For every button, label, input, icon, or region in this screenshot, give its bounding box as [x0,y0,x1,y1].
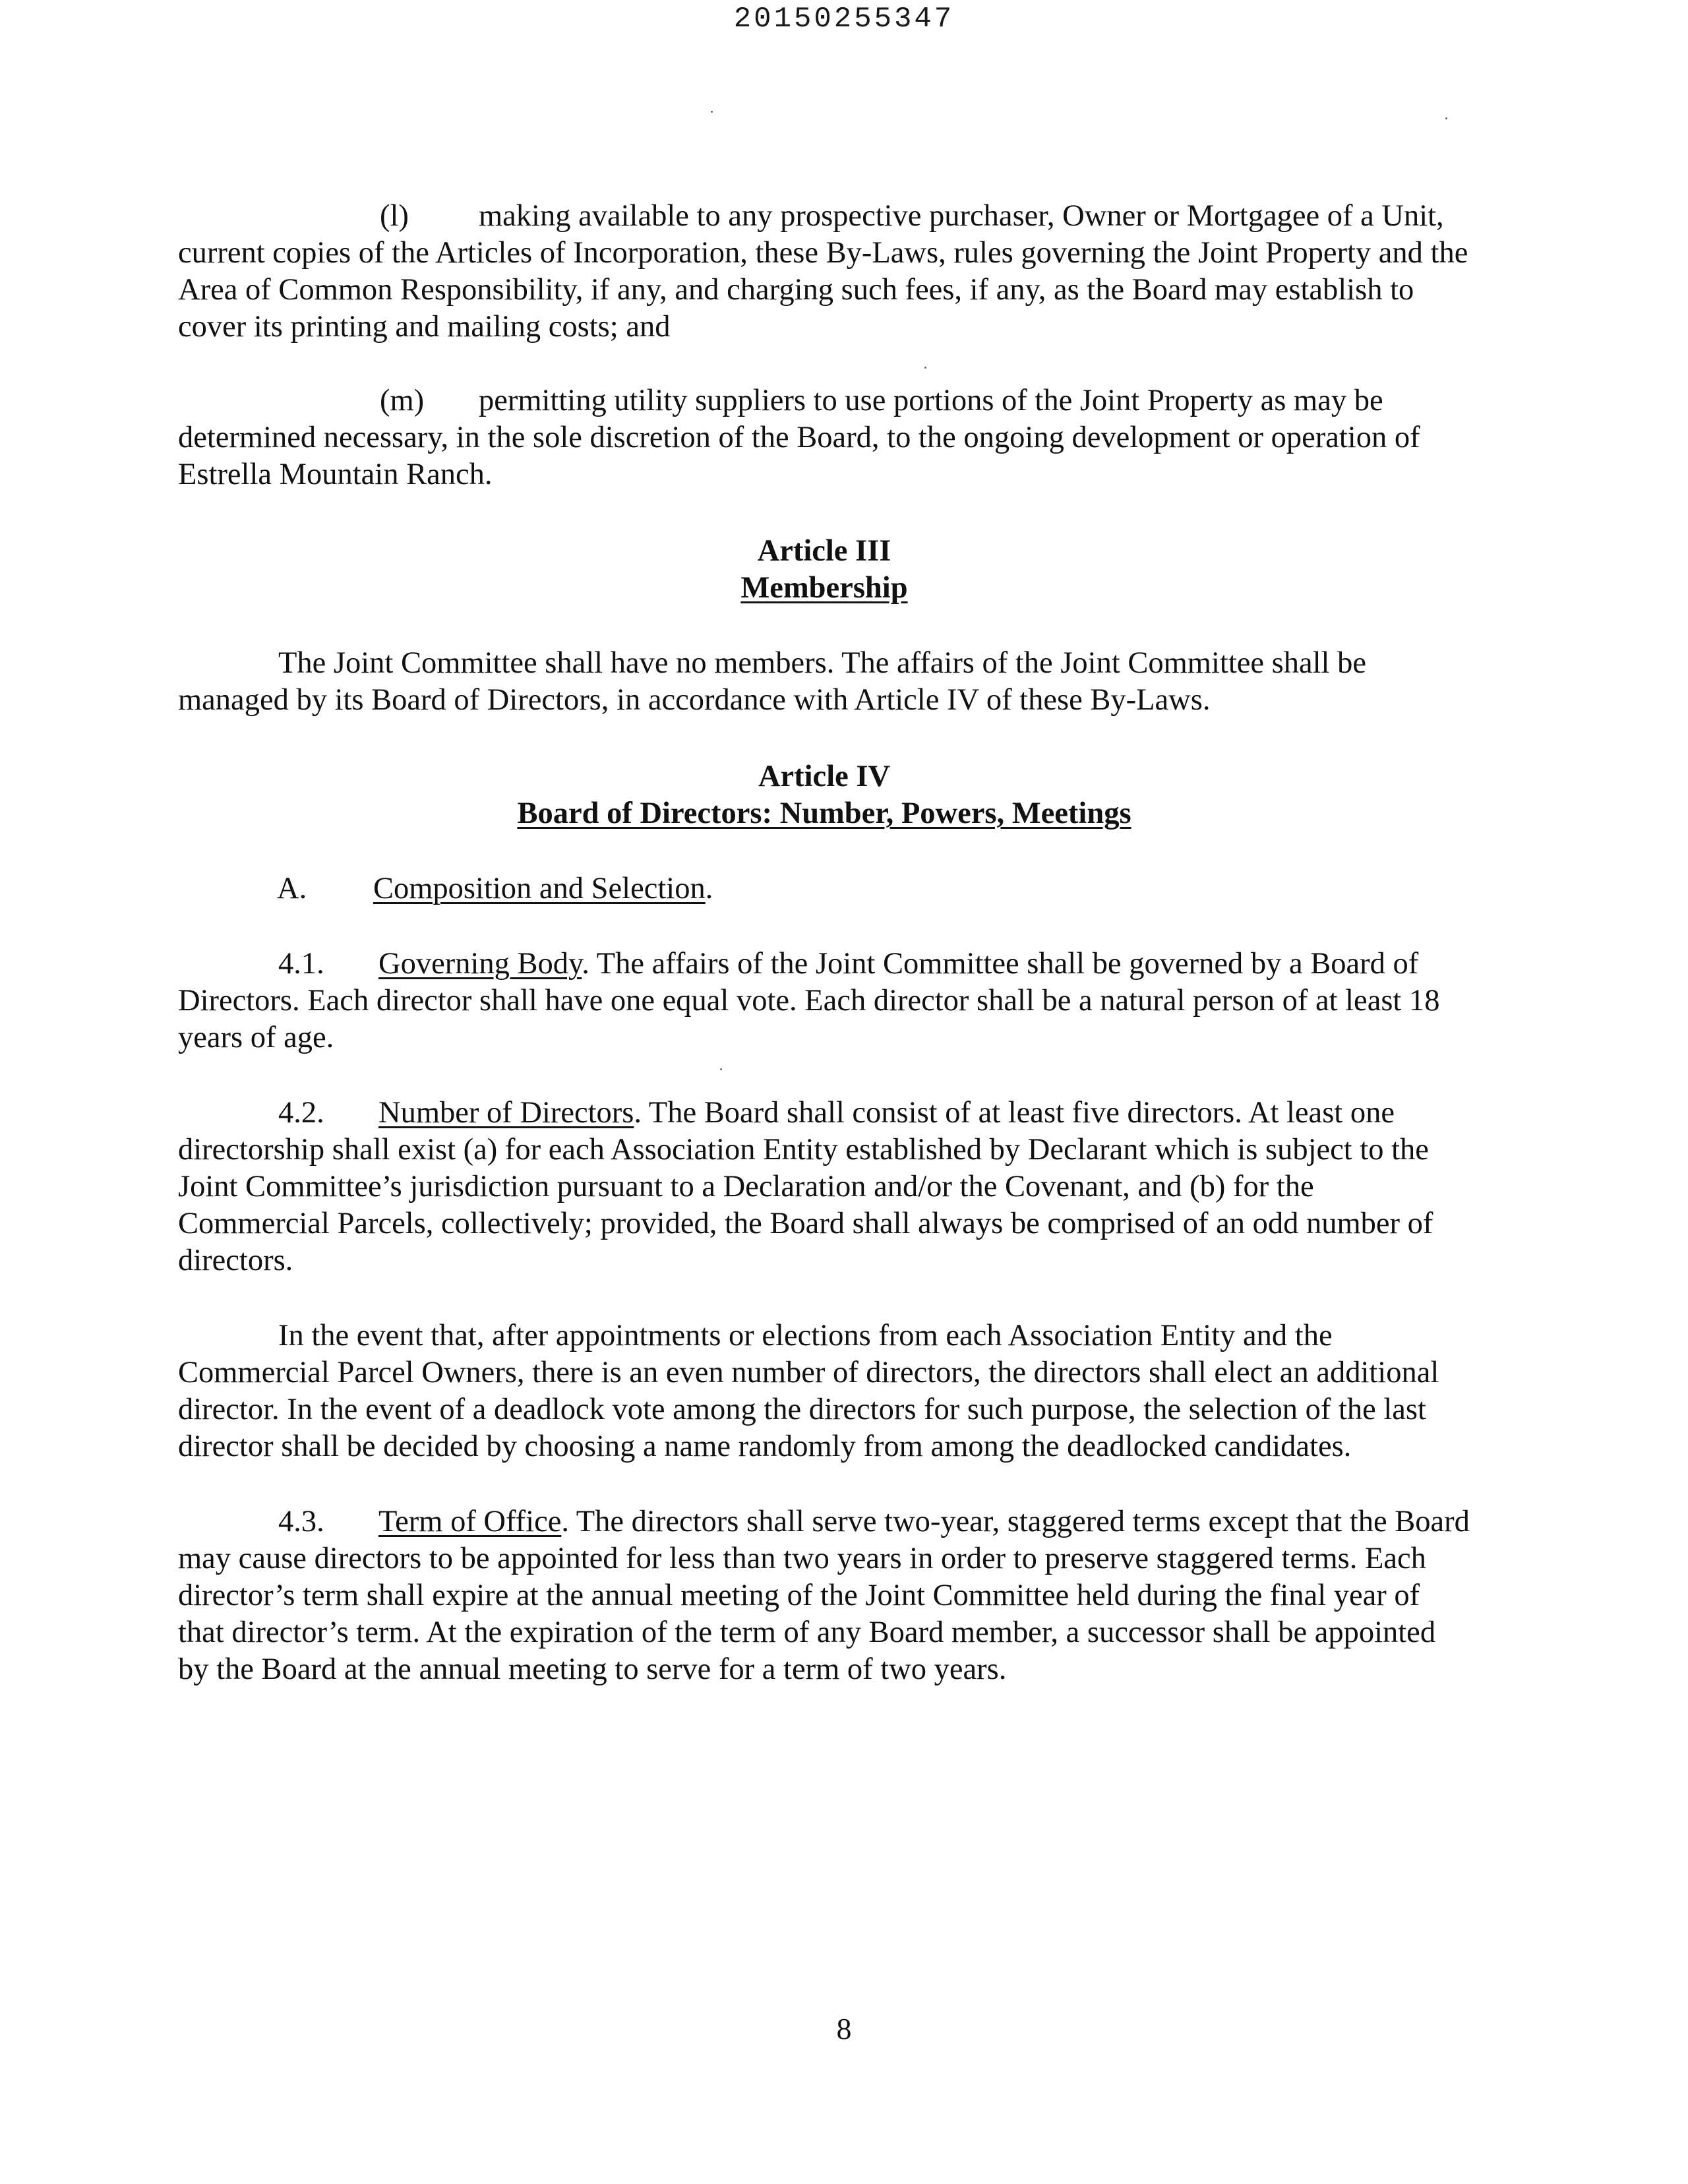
section-number: 4.2. [278,1096,324,1130]
article-subtitle: Board of Directors: Number, Powers, Meetings [517,797,1131,830]
section-number: 4.1. [278,947,324,981]
section-title-punct: . [705,872,713,905]
document-number: 20150255347 [733,3,955,36]
section-paragraph [178,1318,1470,1465]
section-text: . The affairs of the Joint Committee shall be governed by a Board of Directors. Each director shall have one equal vote. Each director shall be a natural person of at least 18 years of age. [178,947,1440,1054]
article-subtitle: Membership [740,571,908,605]
article-title: Article III [757,534,891,568]
section-title: Governing Body [378,947,582,981]
section-heading [178,870,1470,907]
article-heading [178,533,1470,607]
list-item-label: (l) [380,199,409,233]
section-paragraph [178,1095,1470,1279]
section-title: Composition and Selection [373,872,706,905]
section-title: Number of Directors [378,1096,634,1130]
article-title: Article IV [758,760,891,793]
section-title: Term of Office [378,1505,562,1538]
article-body: The Joint Committee shall have no members. The affairs of the Joint Committee shall be managed by its Board of Directors, in accordance with Article IV of these By-Laws. [178,646,1366,717]
document-page [178,198,1470,1688]
list-item-text: making available to any prospective purchaser, Owner or Mortgagee of a Unit, current copies of the Articles of Incorporation, these By-Laws, rules governing the Joint Property and the Area of Common Responsibility, if any, and charging such fees, if any, as the Board may establish to cover its printing and mailing costs; and [178,199,1468,344]
list-item-label: (m) [380,384,425,417]
section-paragraph [178,1503,1470,1688]
section-label: A. [277,872,307,905]
section-text: . The Board shall consist of at least five directors. At least one directorship shall exist (a) for each Association Entity established by Declarant which is subject to the Joint Committee’s jurisdiction pursuant to a Declaration and/or the Covenant, and (b) for the Commercial Parcels, collectively; provided, the Board shall always be comprised of an odd number of directors. [178,1096,1433,1277]
section-paragraph [178,946,1470,1056]
scan-speck [1445,117,1447,119]
section-number: 4.3. [278,1505,324,1538]
list-item-text: permitting utility suppliers to use portions of the Joint Property as may be determined necessary, in the sole discretion of the Board, to the ongoing development or operation of Estrella Mountain Ranch. [178,384,1420,491]
scan-speck [711,111,713,113]
page-number: 8 [836,2012,852,2046]
section-text: In the event that, after appointments or elections from each Association Entity and the Commercial Parcel Owners, there is an even number of directors, the directors shall elect an additional director. In the event of a deadlock vote among the directors for such purpose, the selection of the last director shall be decided by choosing a name randomly from among the deadlocked candidates. [178,1319,1439,1463]
article-heading [178,758,1470,832]
list-item [178,382,1470,493]
list-item [178,198,1470,346]
section-text: . The directors shall serve two-year, staggered terms except that the Board may cause directors to be appointed for less than two years in order to preserve staggered terms. Each director’s term shall expire at the annual meeting of the Joint Committee held during the final year of that director’s term. At the expiration of the term of any Board member, a successor shall be appointed by the Board at the annual meeting to serve for a term of two years. [178,1505,1470,1686]
